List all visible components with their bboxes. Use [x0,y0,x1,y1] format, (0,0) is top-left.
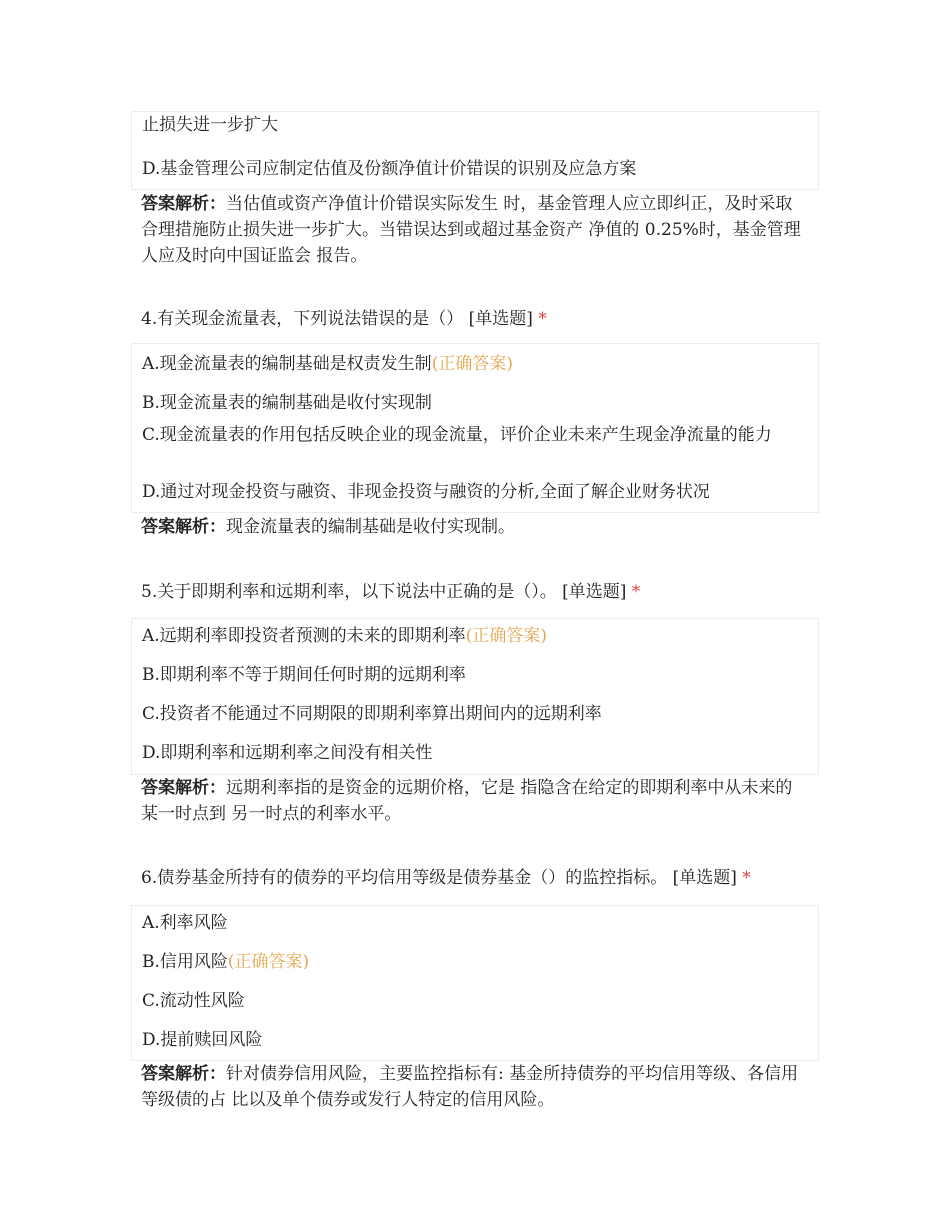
q5-option-c[interactable]: C.投资者不能通过不同期限的即期利率算出期间内的远期利率 [142,704,602,724]
q4-explanation [131,514,809,540]
correct-answer-tag: (正确答案) [431,354,513,374]
q6-option-b[interactable] [142,949,309,975]
explanation-text: 当估值或资产净值计价错误实际发生 时，基金管理人应立即纠正，及时采取合理措施防止损失进一步扩大。当错误达到或超过基金资产 净值的 0.25%时，基金管理人应及时向中国证监会 报告。 [141,194,801,266]
q6-options-box [131,905,819,1061]
q5-options-box [131,618,819,775]
explanation-text: 现金流量表的编制基础是收付实现制。 [226,517,515,537]
required-star: * [538,309,547,329]
correct-answer-tag: (正确答案) [227,952,310,972]
q5-explanation [131,775,809,827]
q6-option-a[interactable]: A.利率风险 [142,913,228,933]
q5-question [131,579,819,605]
q4-option-b[interactable]: B.现金流量表的编制基础是收付实现制 [142,393,432,413]
explanation-text: 针对债券信用风险，主要监控指标有: 基金所持债券的平均信用等级、各信用等级债的占 比以及单个债券或发行人特定的信用风险。 [141,1064,799,1110]
q4-option-c[interactable]: C.现金流量表的作用包括反映企业的现金流量，评价企业未来产生现金净流量的能力 [142,425,772,445]
q3-option-c-continued[interactable]: 止损失进一步扩大 [142,115,278,135]
q3-options-box [131,111,819,190]
required-star: * [742,868,751,888]
q4-options-box [131,343,819,513]
explanation-label: 答案解析： [141,517,226,537]
correct-answer-tag: (正确答案) [465,626,547,646]
q5-option-b[interactable]: B.即期利率不等于期间任何时期的远期利率 [142,665,466,685]
q4-question [131,306,819,332]
q4-option-a[interactable] [142,351,513,377]
explanation-label: 答案解析： [141,778,226,798]
q5-option-d[interactable]: D.即期利率和远期利率之间没有相关性 [142,743,433,763]
q6-option-d[interactable]: D.提前赎回风险 [142,1030,263,1050]
q6-option-c[interactable]: C.流动性风险 [142,991,245,1011]
q3-option-d[interactable]: D.基金管理公司应制定估值及份额净值计价错误的识别及应急方案 [142,159,637,179]
question-text: 5.关于即期利率和远期利率，以下说法中正确的是（）。 [单选题] [141,582,627,602]
required-star: * [631,582,641,602]
option-text: A.远期利率即投资者预测的未来的即期利率 [142,626,466,646]
option-text: A.现金流量表的编制基础是权责发生制 [142,354,432,374]
explanation-label: 答案解析： [141,194,226,214]
question-text: 6.债券基金所持有的债券的平均信用等级是债券基金（）的监控指标。 [单选题] [141,868,737,888]
q4-option-d[interactable]: D.通过对现金投资与融资、非现金投资与融资的分析,全面了解企业财务状况 [142,482,710,502]
q6-explanation [131,1061,809,1113]
question-text: 4.有关现金流量表，下列说法错误的是（） [单选题] [141,309,533,329]
q6-question [131,865,819,891]
explanation-label: 答案解析： [141,1064,226,1084]
q3-explanation [131,191,809,269]
option-text: B.信用风险 [142,952,228,972]
explanation-text: 远期利率指的是资金的远期价格，它是 指隐含在给定的即期利率中从未来的某一时点到 另一时点的利率水平。 [141,778,793,824]
q5-option-a[interactable] [142,623,547,649]
